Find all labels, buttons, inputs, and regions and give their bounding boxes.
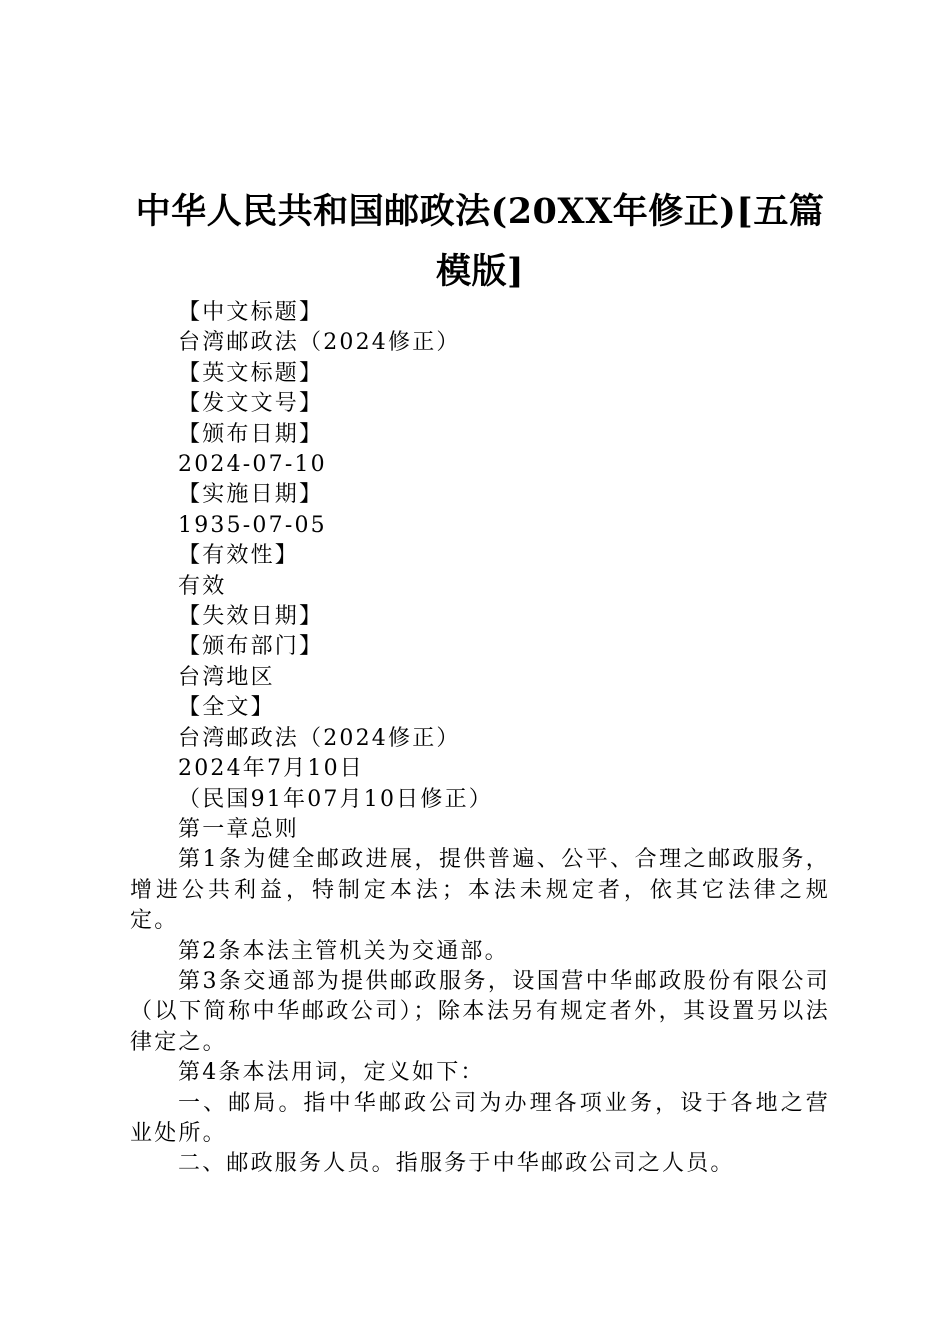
article-2: 第2条本法主管机关为交通部。 (178, 938, 509, 964)
full-text-title: 台湾邮政法（2024修正） (178, 725, 461, 751)
meta-effective-date-value: 1935-07-05 (178, 512, 327, 538)
meta-issuing-dept-label: 【颁布部门】 (178, 634, 324, 660)
full-text-date: 2024年7月10日 (178, 756, 364, 782)
full-text-revision-note: （民国91年07月10日修正） (178, 786, 493, 812)
meta-full-text-label: 【全文】 (178, 695, 275, 721)
meta-chinese-title-value: 台湾邮政法（2024修正） (178, 330, 461, 356)
article-4: 第4条本法用词，定义如下： (178, 1060, 485, 1086)
meta-doc-number-label: 【发文文号】 (178, 391, 324, 417)
meta-validity-value: 有效 (178, 573, 227, 599)
article-1: 第1条为健全邮政进展，提供普遍、公平、合理之邮政服务，增进公共利益，特制定本法；本法未规定者，依其它法律之规定。 (130, 847, 830, 934)
article-4-item-1: 一、邮局。指中华邮政公司为办理各项业务，设于各地之营业处所。 (130, 1090, 830, 1146)
meta-english-title-label: 【英文标题】 (178, 360, 324, 386)
meta-chinese-title-label: 【中文标题】 (178, 300, 324, 325)
meta-issue-date-label: 【颁布日期】 (178, 421, 324, 447)
document-title: 中华人民共和国邮政法(20XX年修正)[五篇模版] (135, 191, 825, 292)
article-3: 第3条交通部为提供邮政服务，设国营中华邮政股份有限公司（以下简称中华邮政公司）；除本法另有规定者外，其设置另以法律定之。 (130, 968, 830, 1055)
article-4-item-2: 二、邮政服务人员。指服务于中华邮政公司之人员。 (178, 1151, 735, 1177)
meta-issue-date-value: 2024-07-10 (178, 452, 327, 478)
chapter-heading: 第一章总则 (178, 816, 300, 842)
meta-validity-label: 【有效性】 (178, 543, 300, 569)
meta-effective-date-label: 【实施日期】 (178, 482, 324, 508)
meta-issuing-dept-value: 台湾地区 (178, 664, 275, 690)
meta-expiry-date-label: 【失效日期】 (178, 604, 324, 630)
document-body (130, 298, 830, 1180)
